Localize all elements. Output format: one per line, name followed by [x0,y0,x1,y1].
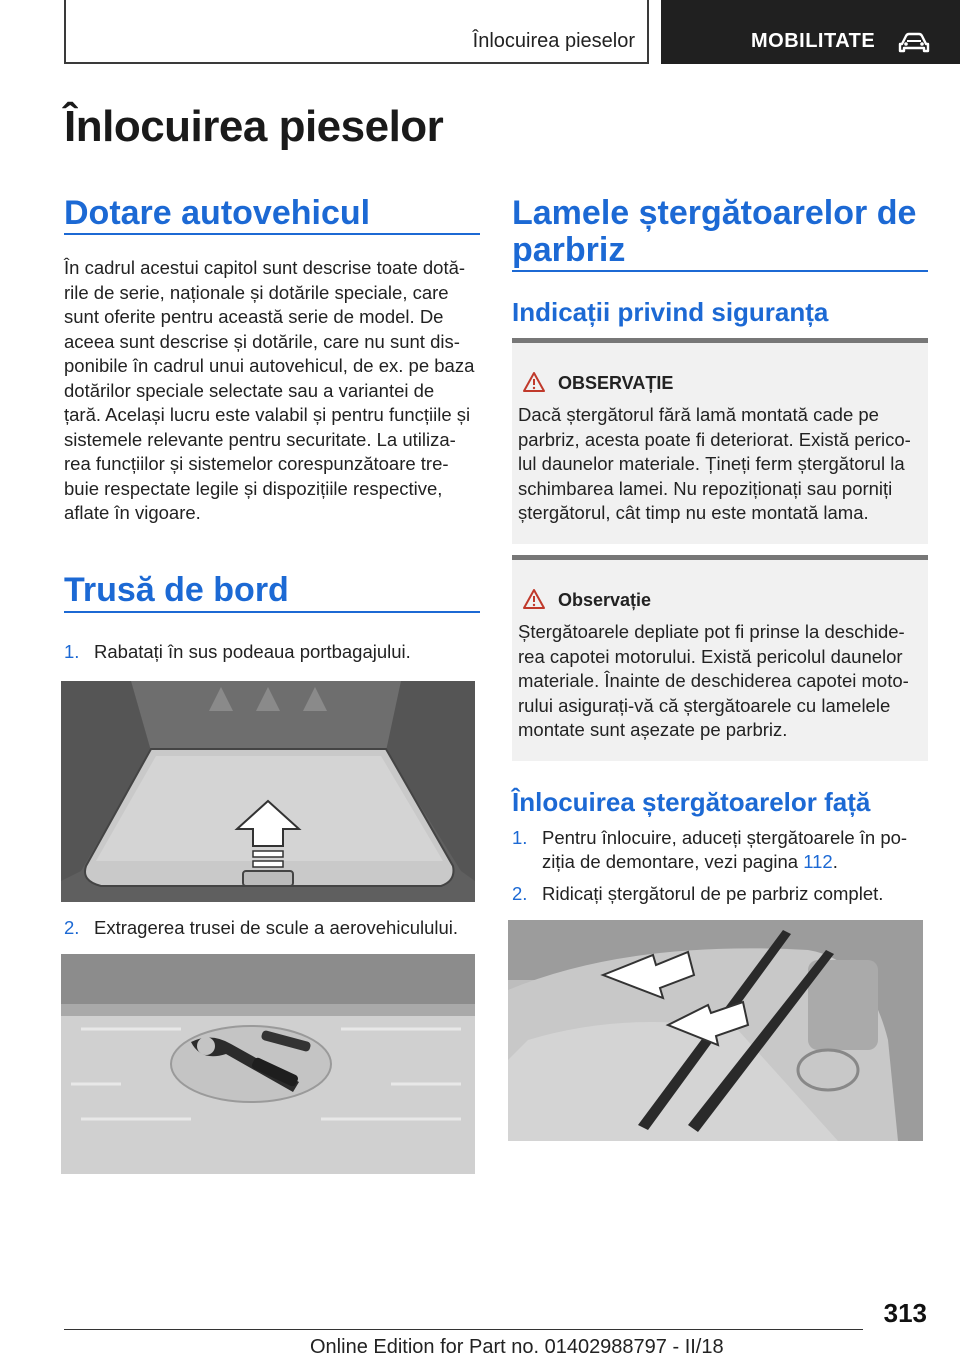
notice-text-line: Ștergătoarele depliate pot fi prinse la deschide‐ [518,621,905,642]
paragraph-line: aflate în vigoare. [64,502,201,523]
heading-rule [64,233,480,235]
notice-text-line: parbriz, acesta poate fi deteriorat. Există perico‐ [518,428,911,450]
step-text-cont [542,850,838,875]
step-text: Rabatați în sus podeaua portbagajului. [94,641,411,662]
notice-text-line: rea capotei motorului. Există pericolul daunelor [518,645,903,667]
notice-text-line: ștergătorul, cât timp nu este montată lama. [518,502,869,523]
paragraph-line: sistemele relevante pentru securitate. La utiliza‐ [64,428,456,450]
trunk-floor-illustration [61,681,475,902]
paragraph-line: În cadrul acestui capitol sunt descrise toate dotă‐ [64,257,466,278]
paragraph-line: rea funcțiilor și sistemelor corespunzătoare tre‐ [64,453,449,474]
dotare-paragraph [64,256,484,526]
header-chapter-box [661,0,960,64]
footer-edition: Online Edition for Part no. 01402988797 - II/18 [310,1336,724,1358]
notice-text-line: Dacă ștergătorul fără lamă montată cade pe [518,404,879,425]
step-text: Pentru înlocuire, aduceți ștergătoarele în po‐ [542,827,908,848]
step-text: Extragerea trusei de scule a aerovehiculului. [94,917,459,938]
step-number: 2. [64,917,80,938]
notice-text [518,403,926,526]
heading-dotare: Dotare autovehicul [64,194,371,232]
notice-text-line: lul daunelor materiale. Țineți ferm ștergătorul la [518,453,905,474]
paragraph-line: aceea sunt descrise și dotările, care nu sunt dis‐ [64,330,460,352]
paragraph-line: sunt oferite pentru această serie de model. De [64,306,444,327]
paragraph-line: țară. Același lucru este valabil și pentru funcțiile și [64,404,471,425]
heading-rule [64,611,480,613]
heading-lamele-line1: Lamele ștergătoarelor de [512,194,917,232]
footer-rule [64,1329,863,1330]
step-number: 1. [512,827,528,848]
notice-box-observatie [512,338,928,544]
heading-trusa: Trusă de bord [64,571,289,609]
notice-box-observatie-2 [512,555,928,761]
step-number: 1. [64,641,80,662]
notice-text-line: rului asigurați-vă că ștergătoarele cu lamelele [518,694,891,716]
paragraph-line: buie respectate legile și dispozițiile respective, [64,477,443,499]
header-chapter-label: MOBILITATE [751,30,876,52]
step-text: ziția de demontare, vezi pagina [542,851,804,872]
notice-title: Observație [558,590,652,610]
heading-rule [512,270,928,272]
notice-title: OBSERVAȚIE [558,373,674,393]
warning-icon [522,588,546,610]
header-section-box [64,0,649,64]
wiper-illustration [508,920,923,1141]
notice-text-line: materiale. Înainte de deschiderea capotei moto‐ [518,670,909,691]
paragraph-line: rile de serie, naționale și dotările speciale, care [64,281,449,303]
car-icon [898,32,930,54]
notice-text-line: schimbarea lamei. Nu repoziționați sau porniți [518,477,893,499]
heading-inlocuirea-fata: Înlocuirea ștergătoarelor față [512,787,871,817]
step-text-end: . [832,851,838,872]
paragraph-line: ponibile în cadrul unui autovehicul, de ex. pe baza [64,355,475,376]
step-number: 2. [512,883,528,904]
page-title: Înlocuirea pieselor [64,102,444,151]
toolkit-illustration [61,954,475,1174]
paragraph-line: dotărilor speciale selectate sau a variantei de [64,379,435,401]
heading-indicatii: Indicații privind siguranța [512,297,829,327]
header-section-title: Înlocuirea pieselor [472,30,635,52]
heading-lamele-line2: parbriz [512,231,626,269]
warning-icon [522,371,546,393]
page-number: 313 [883,1298,927,1328]
notice-text-line: montate sunt așezate pe parbriz. [518,719,788,740]
step-text: Ridicați ștergătorul de pe parbriz complet. [542,883,884,904]
page-reference-link[interactable]: 112 [803,851,833,872]
notice-text [518,620,926,743]
